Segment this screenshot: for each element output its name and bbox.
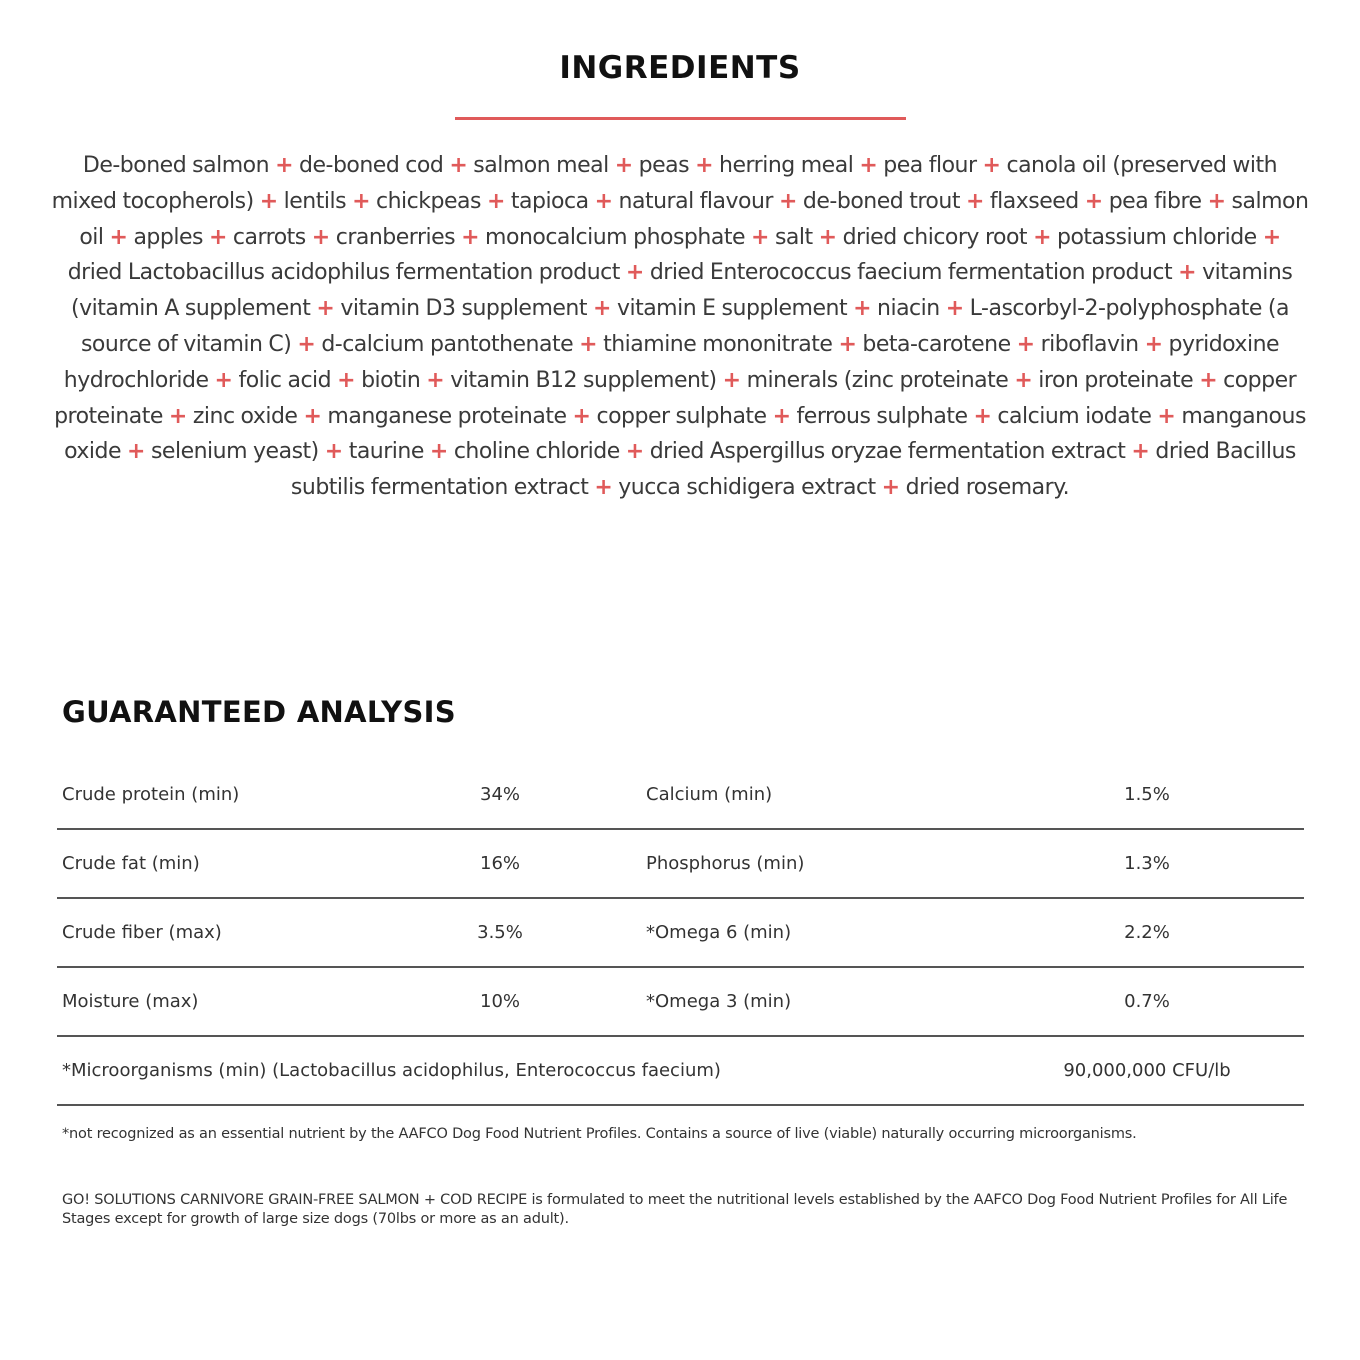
ingredient-item: iron proteinate bbox=[1038, 367, 1194, 393]
ingredient-item: zinc oxide bbox=[192, 403, 298, 429]
plus-separator-icon: + bbox=[751, 224, 769, 250]
ingredient-item: tapioca bbox=[510, 188, 589, 214]
nutrient-value: 2.2% bbox=[1124, 922, 1170, 943]
ingredient-item: salmon meal bbox=[473, 153, 609, 178]
ingredient-item: chickpeas bbox=[376, 188, 481, 214]
ingredient-item: natural flavour bbox=[618, 188, 773, 214]
plus-separator-icon: + bbox=[973, 403, 992, 429]
ingredient-item: De-boned salmon bbox=[82, 153, 270, 178]
nutrient-value: 1.5% bbox=[1124, 784, 1170, 805]
plus-separator-icon: + bbox=[625, 439, 644, 465]
ingredient-item: herring meal bbox=[719, 153, 854, 178]
ingredient-item: canola oil (preserved with mixed tocopherols) bbox=[51, 153, 1278, 214]
plus-separator-icon: + bbox=[1084, 188, 1103, 214]
plus-separator-icon: + bbox=[324, 439, 343, 465]
ingredient-item: pea flour bbox=[883, 153, 977, 178]
plus-separator-icon: + bbox=[982, 153, 1001, 178]
ingredient-item: salt bbox=[774, 224, 813, 250]
nutrient-name: *Omega 6 (min) bbox=[646, 922, 792, 943]
nutrient-name: Moisture (max) bbox=[62, 991, 199, 1012]
plus-separator-icon: + bbox=[1157, 403, 1176, 429]
ingredient-item: potassium chloride bbox=[1057, 224, 1257, 250]
nutrient-name: Crude fat (min) bbox=[62, 853, 200, 874]
ingredient-item: vitamin D3 supplement bbox=[340, 296, 587, 322]
nutrient-value: 16% bbox=[479, 853, 521, 874]
plus-separator-icon: + bbox=[594, 188, 613, 214]
plus-separator-icon: + bbox=[1262, 224, 1281, 250]
table-row bbox=[57, 761, 1304, 830]
plus-separator-icon: + bbox=[593, 296, 611, 322]
plus-separator-icon: + bbox=[208, 224, 227, 250]
plus-separator-icon: + bbox=[1131, 439, 1150, 465]
ingredients-divider bbox=[455, 117, 906, 120]
plus-separator-icon: + bbox=[259, 188, 278, 214]
plus-separator-icon: + bbox=[461, 224, 480, 250]
plus-separator-icon: + bbox=[838, 331, 857, 357]
ingredient-item: copper proteinate bbox=[54, 367, 1297, 429]
ingredient-item: taurine bbox=[348, 439, 424, 465]
plus-separator-icon: + bbox=[1207, 188, 1226, 214]
plus-separator-icon: + bbox=[449, 153, 468, 178]
plus-separator-icon: + bbox=[695, 153, 714, 178]
ingredient-item: dried Aspergillus oryzae fermentation extract bbox=[649, 439, 1126, 465]
plus-separator-icon: + bbox=[1199, 367, 1218, 393]
ingredient-item: ferrous sulphate bbox=[796, 403, 968, 429]
nutrient-value: 90,000,000 CFU/lb bbox=[1063, 1060, 1231, 1081]
plus-separator-icon: + bbox=[965, 188, 984, 214]
ingredient-item: riboflavin bbox=[1040, 331, 1139, 357]
ingredients-list bbox=[50, 148, 1310, 506]
plus-separator-icon: + bbox=[881, 475, 900, 501]
nutrient-name: Calcium (min) bbox=[646, 784, 773, 805]
plus-separator-icon: + bbox=[316, 296, 335, 322]
plus-separator-icon: + bbox=[614, 153, 633, 178]
plus-separator-icon: + bbox=[579, 331, 598, 357]
ingredient-item: copper sulphate bbox=[596, 403, 767, 429]
plus-separator-icon: + bbox=[1016, 331, 1035, 357]
ingredients-title: INGREDIENTS bbox=[559, 50, 801, 86]
plus-separator-icon: + bbox=[722, 367, 741, 393]
analysis-table bbox=[57, 761, 1304, 1106]
ingredient-item: vitamins (vitamin A supplement bbox=[71, 260, 1293, 322]
ingredient-item: yucca schidigera extract bbox=[618, 475, 876, 501]
nutrient-value: 34% bbox=[479, 784, 521, 805]
ingredient-item: lentils bbox=[283, 188, 347, 214]
plus-separator-icon: + bbox=[818, 224, 837, 250]
ingredient-item: dried rosemary. bbox=[905, 475, 1070, 501]
ingredient-item: dried Lactobacillus acidophilus fermentation product bbox=[67, 260, 620, 286]
plus-separator-icon: + bbox=[625, 260, 644, 286]
table-row bbox=[57, 968, 1304, 1037]
ingredient-item: choline chloride bbox=[453, 439, 620, 465]
ingredient-item: selenium yeast) bbox=[150, 439, 319, 465]
ingredient-item: de-boned trout bbox=[802, 188, 960, 214]
nutrient-name: *Omega 3 (min) bbox=[646, 991, 792, 1012]
plus-separator-icon: + bbox=[303, 403, 322, 429]
plus-separator-icon: + bbox=[214, 367, 233, 393]
nutrient-value: 10% bbox=[479, 991, 521, 1012]
ingredient-item: niacin bbox=[877, 296, 940, 322]
plus-separator-icon: + bbox=[426, 367, 445, 393]
ingredient-item: beta-carotene bbox=[862, 331, 1011, 357]
ingredient-item: manganous oxide bbox=[64, 403, 1306, 465]
plus-separator-icon: + bbox=[429, 439, 448, 465]
ingredient-item: biotin bbox=[361, 367, 421, 393]
nutrient-name: Phosphorus (min) bbox=[646, 853, 805, 874]
plus-separator-icon: + bbox=[297, 331, 316, 357]
plus-separator-icon: + bbox=[168, 403, 187, 429]
ingredient-item: pea fibre bbox=[1108, 188, 1202, 214]
plus-separator-icon: + bbox=[945, 296, 964, 322]
ingredient-item: peas bbox=[638, 153, 690, 178]
ingredient-item: monocalcium phosphate bbox=[485, 224, 745, 250]
ingredient-item: salmon oil bbox=[79, 188, 1309, 250]
plus-separator-icon: + bbox=[778, 188, 797, 214]
ingredient-item: manganese proteinate bbox=[327, 403, 567, 429]
table-row bbox=[57, 830, 1304, 899]
plus-separator-icon: + bbox=[275, 153, 293, 178]
plus-separator-icon: + bbox=[486, 188, 505, 214]
ingredient-item: pyridoxine hydrochloride bbox=[63, 331, 1280, 393]
footnote: *not recognized as an essential nutrient by the AAFCO Dog Food Nutrient Profiles. Contains a source of live (viable) naturally occurring microorganisms. bbox=[62, 1126, 1137, 1142]
table-row bbox=[57, 899, 1304, 968]
ingredient-item: minerals (zinc proteinate bbox=[746, 367, 1009, 393]
nutrient-value: 0.7% bbox=[1124, 991, 1170, 1012]
plus-separator-icon: + bbox=[594, 475, 613, 501]
ingredient-item: flaxseed bbox=[989, 188, 1079, 214]
ingredient-item: de-boned cod bbox=[299, 153, 444, 178]
plus-separator-icon: + bbox=[337, 367, 356, 393]
ingredient-item: calcium iodate bbox=[997, 403, 1152, 429]
ingredient-item: vitamin B12 supplement) bbox=[450, 367, 717, 393]
table-row bbox=[57, 1037, 1304, 1106]
plus-separator-icon: + bbox=[109, 224, 128, 250]
ingredient-item: dried Enterococcus faecium fermentation product bbox=[649, 260, 1173, 286]
guaranteed-analysis-title: GUARANTEED ANALYSIS bbox=[62, 695, 456, 729]
ingredient-item: L-ascorbyl-2-polyphosphate (a source of vitamin C) bbox=[80, 296, 1289, 357]
nutrient-name: *Microorganisms (min) (Lactobacillus acidophilus, Enterococcus faecium) bbox=[62, 1060, 721, 1081]
plus-separator-icon: + bbox=[572, 403, 591, 429]
ingredient-item: folic acid bbox=[238, 367, 332, 393]
nutrient-name: Crude fiber (max) bbox=[62, 922, 222, 943]
ingredient-item: dried chicory root bbox=[842, 224, 1028, 250]
ingredient-item: d-calcium pantothenate bbox=[321, 331, 574, 357]
plus-separator-icon: + bbox=[772, 403, 791, 429]
plus-separator-icon: + bbox=[127, 439, 145, 465]
nutrient-name: Crude protein (min) bbox=[62, 784, 240, 805]
ingredient-item: carrots bbox=[232, 224, 306, 250]
plus-separator-icon: + bbox=[1014, 367, 1033, 393]
ingredient-item: apples bbox=[133, 224, 203, 250]
plus-separator-icon: + bbox=[1033, 224, 1051, 250]
plus-separator-icon: + bbox=[1144, 331, 1163, 357]
plus-separator-icon: + bbox=[352, 188, 370, 214]
plus-separator-icon: + bbox=[853, 296, 872, 322]
nutrient-value: 1.3% bbox=[1124, 853, 1170, 874]
formulation-statement: GO! SOLUTIONS CARNIVORE GRAIN-FREE SALMON + COD RECIPE is formulated to meet the nutritional levels established by the AAFCO Dog Food Nutrient Profiles for All Life Stages except for growth of large size dogs (70lbs or more as an adult). bbox=[62, 1192, 1288, 1227]
ingredient-item: cranberries bbox=[335, 224, 456, 250]
ingredient-item: dried Bacillus subtilis fermentation extract bbox=[290, 439, 1296, 501]
ingredient-item: vitamin E supplement bbox=[616, 296, 848, 322]
ingredient-item: thiamine mononitrate bbox=[603, 331, 833, 357]
plus-separator-icon: + bbox=[859, 153, 878, 178]
nutrient-value: 3.5% bbox=[477, 922, 523, 943]
plus-separator-icon: + bbox=[311, 224, 330, 250]
plus-separator-icon: + bbox=[1178, 260, 1197, 286]
